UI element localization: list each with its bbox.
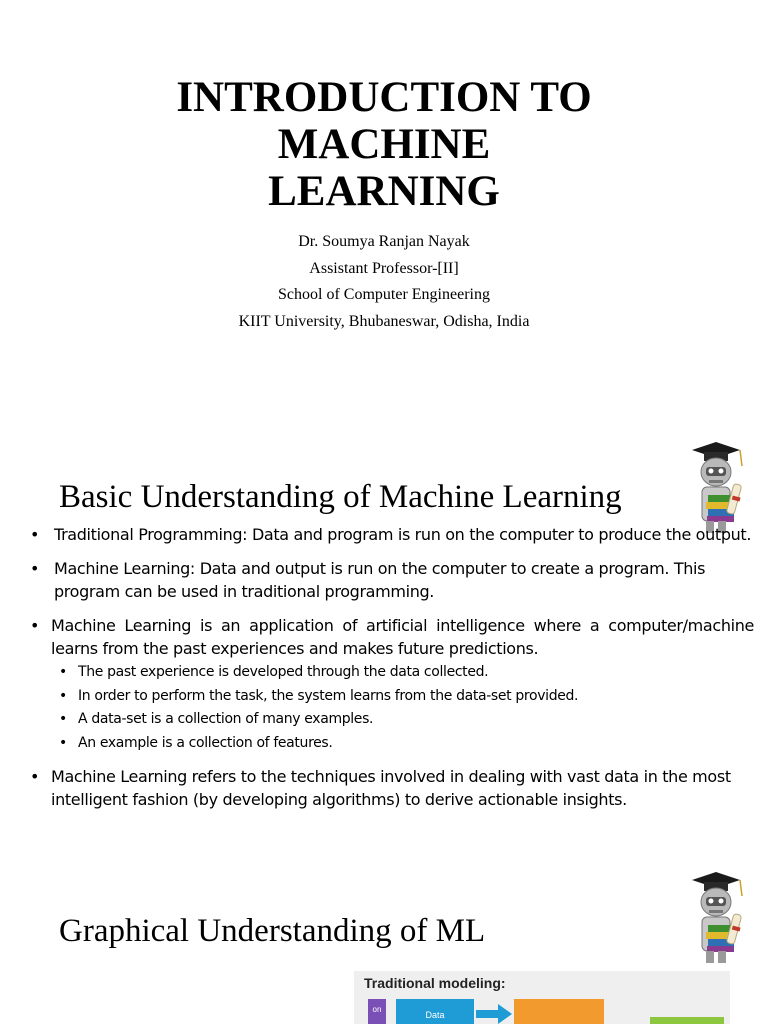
slide-heading: Basic Understanding of Machine Learning: [59, 479, 622, 515]
slide-heading: Graphical Understanding of ML: [59, 913, 486, 949]
bullet-ml-application: • Machine Learning is an application of artificial intelligence where a computer/machine learns from the past experiences and makes future predictions.: [30, 614, 754, 660]
diagram-purple-block: [368, 999, 386, 1024]
author-position: Assistant Professor-[II]: [309, 259, 459, 277]
graphical-understanding-slide: [0, 872, 768, 1024]
bullet-list: [30, 523, 754, 822]
graduate-robot-icon: [686, 440, 764, 535]
diagram-title: Traditional modeling:: [364, 975, 506, 991]
sub-bullet-item: • An example is a collection of features.: [30, 732, 754, 756]
sub-bullet-item: • A data-set is a collection of many examples.: [30, 708, 754, 732]
arrow-right-icon: [474, 1003, 514, 1024]
title-slide: [0, 0, 768, 440]
sub-bullet-item: • In order to perform the task, the system learns from the data-set provided.: [30, 685, 754, 709]
author-school: School of Computer Engineering: [278, 286, 490, 303]
diagram-side-label: on: [372, 1005, 382, 1014]
author-name: Dr. Soumya Ranjan Nayak: [298, 233, 470, 250]
graduate-robot-icon: [686, 870, 764, 965]
author-university: KIIT University, Bhubaneswar, Odisha, India: [238, 312, 530, 330]
bullet-machine-learning: • Machine Learning: Data and output is run on the computer to create a program. This program can be used in traditional programming.: [30, 557, 754, 603]
diagram-data-block: [396, 999, 474, 1024]
bullet-traditional-programming: • Traditional Programming: Data and program is run on the computer to produce the output.: [30, 523, 754, 546]
presentation-title: [84, 74, 684, 215]
title-line: LEARNING: [268, 168, 500, 215]
author-block: [84, 229, 684, 335]
basic-understanding-slide: [0, 440, 768, 872]
sub-bullet-item: • The past experience is developed through the data collected.: [30, 661, 754, 685]
traditional-modeling-diagram: [354, 971, 730, 1024]
diagram-orange-block: [514, 999, 604, 1024]
title-line: INTRODUCTION TO: [176, 74, 592, 121]
title-line: MACHINE: [277, 121, 491, 168]
diagram-data-label: Data: [425, 1010, 445, 1020]
bullet-ml-techniques: • Machine Learning refers to the techniques involved in dealing with vast data in the most intelligent fashion (by developing algorithms) to derive actionable insights.: [30, 765, 754, 811]
diagram-green-block: [650, 1017, 724, 1024]
sub-bullet-list: [30, 661, 754, 755]
